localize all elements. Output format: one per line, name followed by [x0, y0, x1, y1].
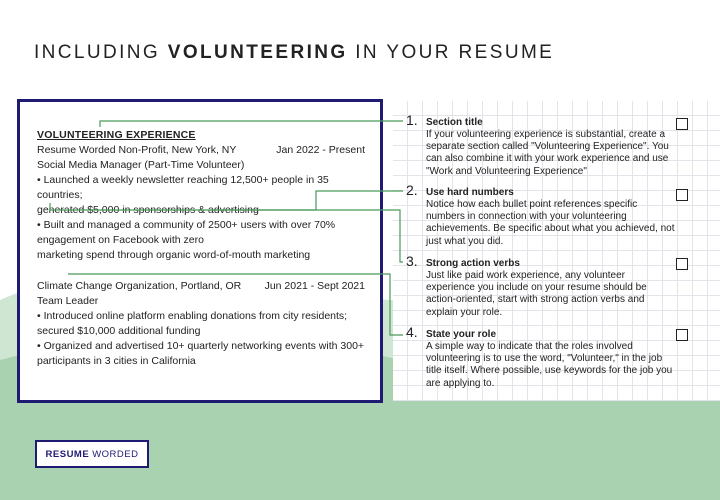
tip-body: A simple way to indicate that the roles involved volunteering is to use the word, "Volunteer," in the job title itself. Where possible, use keywords for the job you are applying to. — [426, 341, 673, 389]
tip-heading: State your role — [426, 329, 497, 340]
tip-heading: Section title — [426, 117, 483, 128]
checkbox-tip-1[interactable] — [676, 118, 688, 130]
checkbox-tip-2[interactable] — [676, 189, 688, 201]
checkbox-tip-3[interactable] — [676, 258, 688, 270]
page-title: INCLUDING VOLUNTEERING IN YOUR RESUME — [34, 42, 555, 63]
tip-number: 4. — [406, 324, 418, 340]
resume-example-card — [17, 99, 383, 403]
entry-line: generated $5,000 in sponsorships & advertising — [37, 204, 259, 216]
entry-line: • Built and managed a community of 2500+ users with over 70% — [37, 219, 336, 231]
entry-header — [37, 143, 365, 158]
entry-line: • Introduced online platform enabling donations from city residents; — [37, 310, 348, 322]
tip-body: Notice how each bullet point references specific numbers in connection with your volunteering achievements. Be specific about what you achieved, not just what you did. — [426, 199, 675, 247]
tip-heading: Use hard numbers — [426, 187, 514, 198]
entry-line: secured $10,000 additional funding — [37, 325, 201, 337]
tip-number: 1. — [406, 112, 418, 128]
entry-dates: Jan 2022 - Present — [276, 144, 365, 156]
entry-role: Social Media Manager (Part-Time Volunteer) — [37, 159, 245, 171]
resume-worded-logo: RESUME WORDED — [35, 440, 149, 468]
entry-line: • Launched a weekly newsletter reaching 12,500+ people in 35 countries; — [37, 174, 329, 201]
title-highlight: VOLUNTEERING — [167, 42, 348, 63]
tip-number: 3. — [406, 253, 418, 269]
entry-header — [37, 279, 365, 294]
tip-body: If your volunteering experience is substantial, create a separate section called "Volunteering Experience". You can also combine it with your work experience and use "Work and Volunteering Experience" — [426, 129, 669, 177]
tip-body: Just like paid work experience, any volunteer experience you include on your resume should be action-oriented, start with strong action verbs and explain your role. — [426, 270, 647, 318]
resume-section-title: VOLUNTEERING EXPERIENCE — [37, 129, 196, 141]
entry-role: Team Leader — [37, 295, 99, 307]
checkbox-tip-4[interactable] — [676, 329, 688, 341]
tip-number: 2. — [406, 182, 418, 198]
entry-org: Climate Change Organization, Portland, OR — [37, 280, 242, 292]
tip-heading: Strong action verbs — [426, 258, 520, 269]
entry-line: participants in 3 cities in California — [37, 355, 196, 367]
entry-dates: Jun 2021 - Sept 2021 — [264, 280, 365, 292]
entry-line: engagement on Facebook with zero — [37, 234, 204, 246]
entry-org: Resume Worded Non-Profit, New York, NY — [37, 144, 237, 156]
entry-line: marketing spend through organic word-of-mouth marketing — [37, 249, 311, 261]
entry-line: • Organized and advertised 10+ quarterly networking events with 300+ — [37, 340, 365, 352]
